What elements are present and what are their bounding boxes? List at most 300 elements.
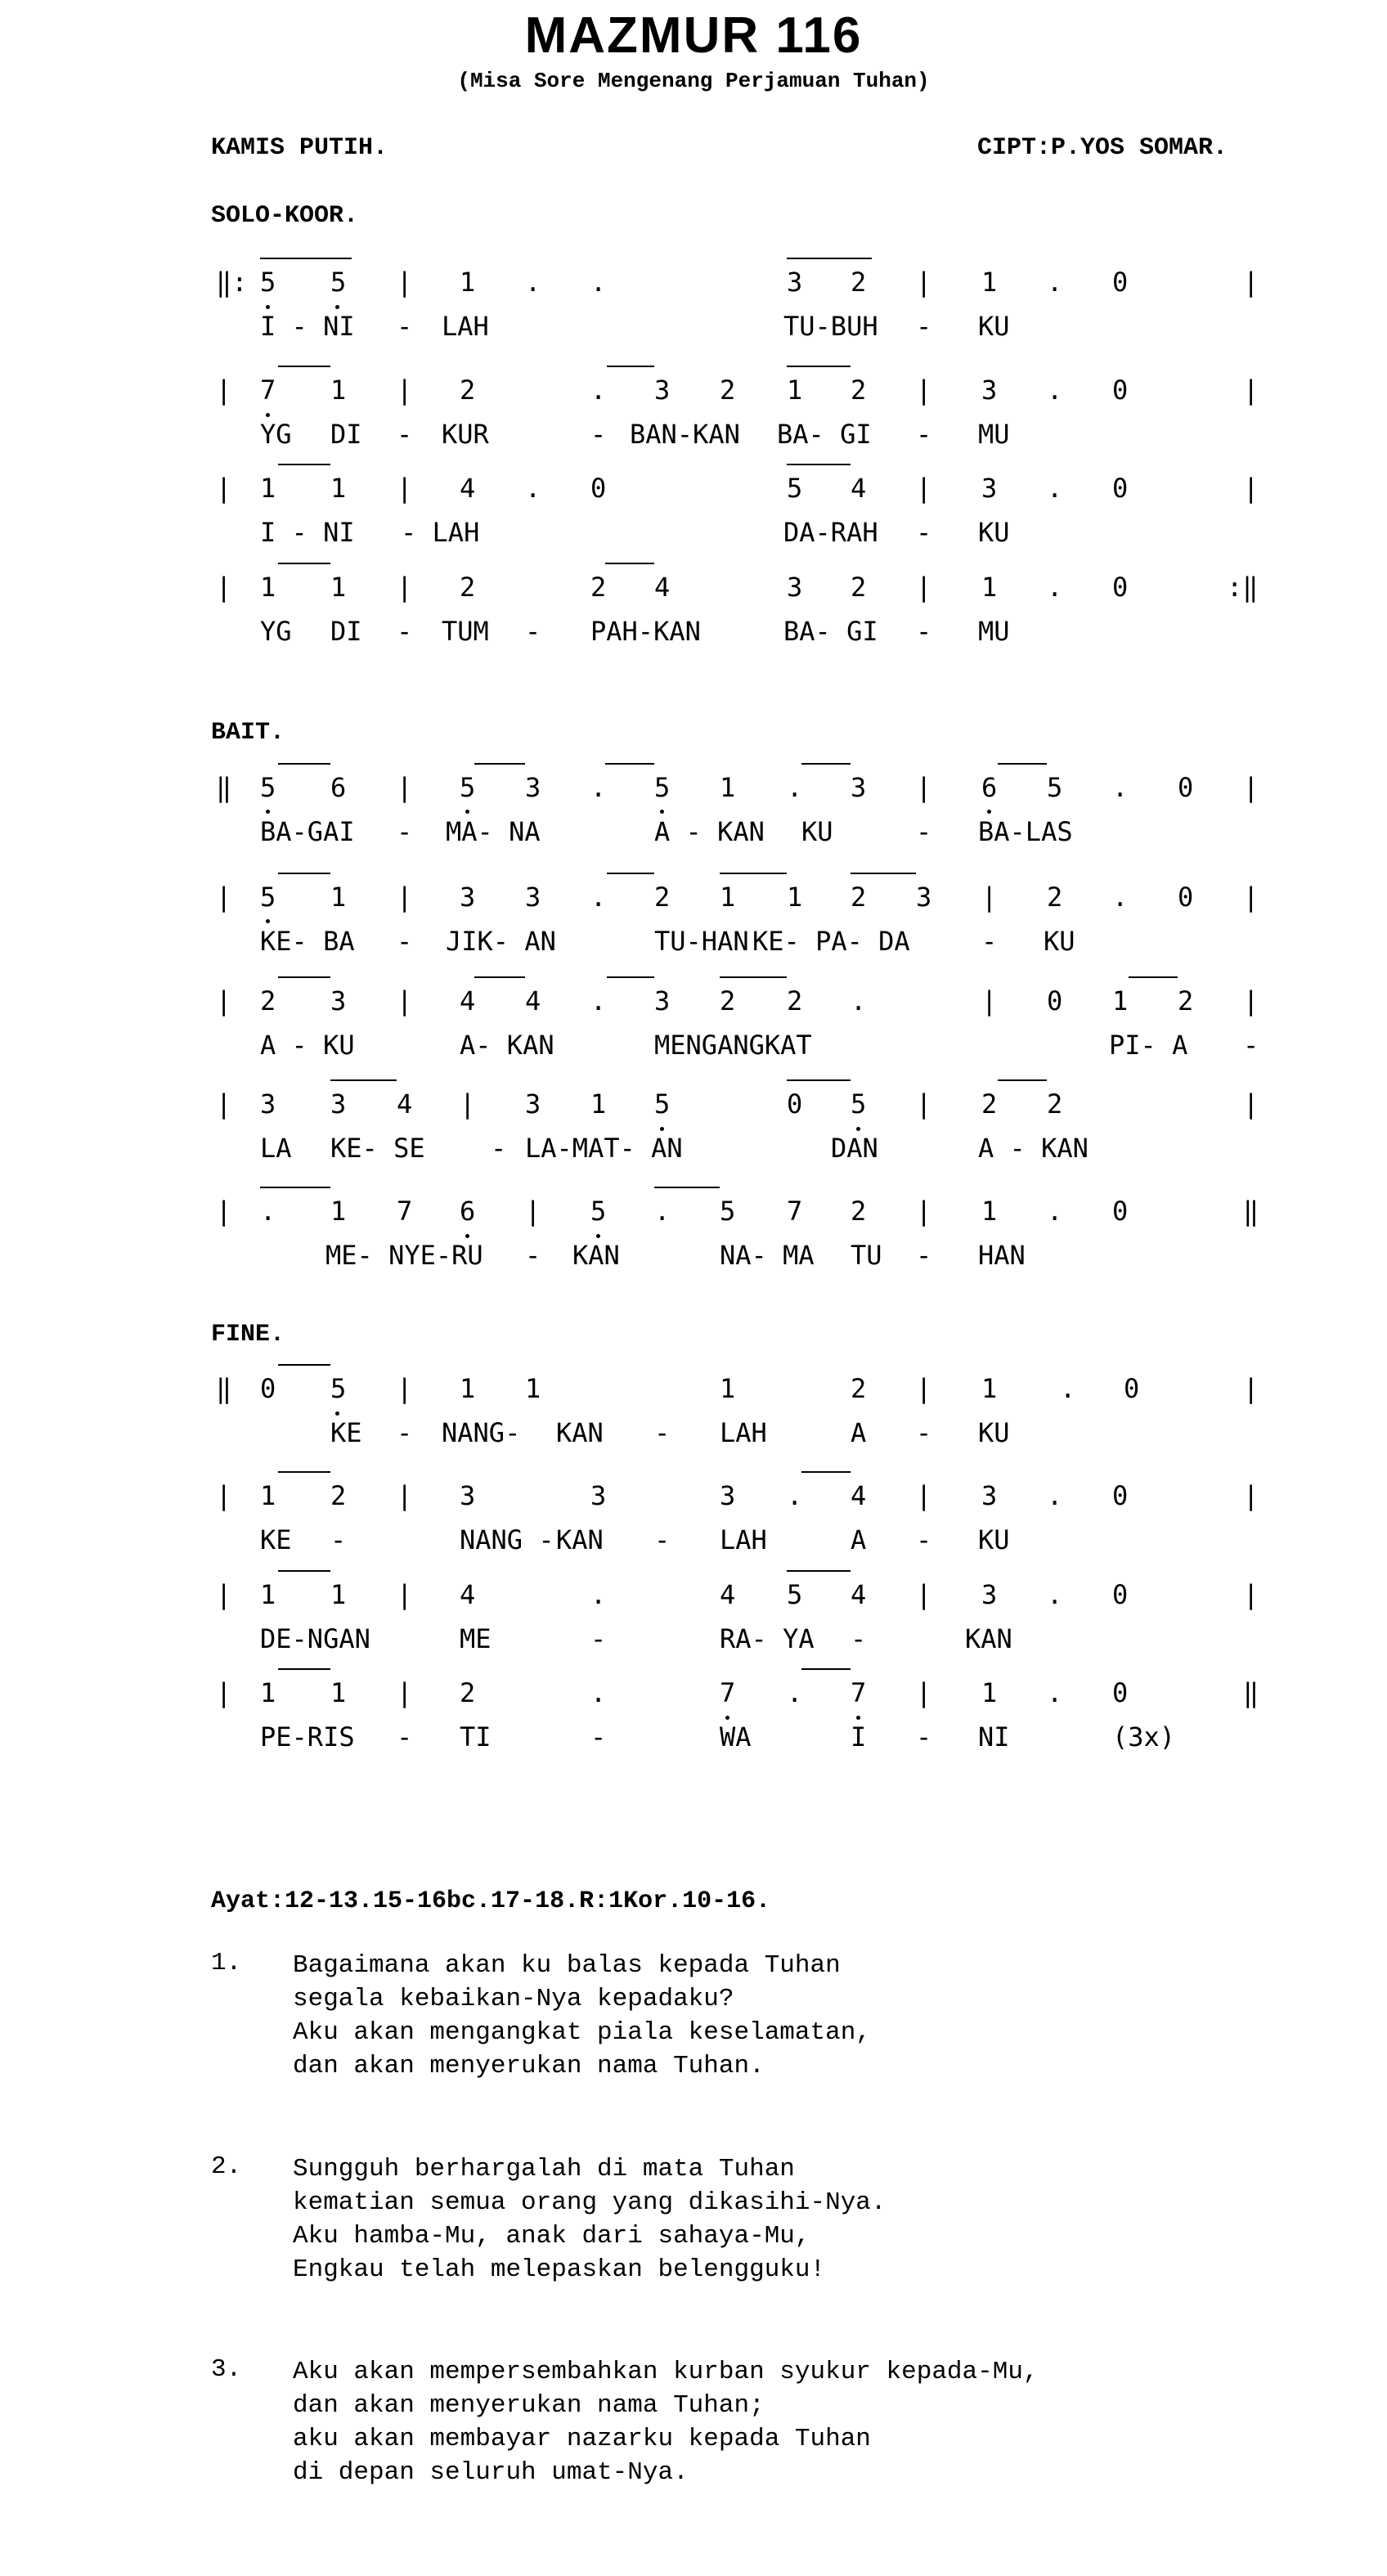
note-symbol: | — [916, 772, 932, 803]
note-symbol: 2 — [851, 882, 867, 913]
composer-credit: CIPT:P.YOS SOMAR. — [977, 134, 1228, 162]
note-symbol: . — [1060, 1373, 1076, 1404]
note-symbol: | — [916, 1579, 932, 1610]
note-symbol: | — [397, 882, 413, 913]
page-subtitle: (Misa Sore Mengenang Perjamuan Tuhan) — [457, 69, 930, 93]
lyric-syllable: - — [916, 419, 932, 450]
lyric-syllable: I - NI — [260, 311, 355, 342]
lyric-syllable: (3x) — [1112, 1721, 1176, 1752]
note-symbol: 3 — [525, 1088, 541, 1120]
note-symbol: :‖ — [1227, 572, 1259, 603]
note-symbol: ‖ — [1243, 1196, 1259, 1227]
lyric-syllable: - — [397, 1417, 413, 1448]
note-symbol: 0 — [1178, 882, 1194, 913]
note-symbol: 1 — [787, 882, 803, 913]
lyric-syllable: - — [330, 1524, 347, 1555]
note-symbol: 1 — [330, 375, 347, 406]
note-symbol: | — [397, 375, 413, 406]
lyric-syllable: KE- SE — [330, 1133, 425, 1164]
note-symbol: 4 — [851, 473, 867, 504]
note-symbol: . — [590, 375, 607, 406]
note-symbol: . — [260, 1196, 276, 1227]
note-symbol: 4 — [720, 1579, 736, 1610]
verse-line: segala kebaikan-Nya kepadaku? — [293, 1985, 734, 2013]
note-symbol: 5 — [654, 772, 671, 803]
lyric-syllable: PE-RIS — [260, 1721, 355, 1752]
note-symbol: 3 — [981, 375, 998, 406]
note-symbol: 4 — [460, 985, 476, 1016]
lyric-syllable: BA- GI — [777, 419, 872, 450]
note-symbol: 0 — [1112, 572, 1129, 603]
note-symbol: 2 — [590, 572, 607, 603]
note-symbol: 0 — [1112, 473, 1129, 504]
note-symbol: 2 — [851, 572, 867, 603]
note-symbol: . — [525, 473, 541, 504]
beam-line — [801, 763, 851, 765]
lyric-syllable: ME — [460, 1623, 492, 1654]
lyric-syllable: - — [397, 419, 413, 450]
ayat-reference: Ayat:12-13.15-16bc.17-18.R:1Kor.10-16. — [211, 1887, 771, 1915]
note-symbol: | — [916, 1088, 932, 1120]
note-symbol: 3 — [525, 882, 541, 913]
note-symbol: 1 — [787, 375, 803, 406]
lyric-syllable: BA-GAI — [260, 816, 355, 847]
lyric-syllable: RA- YA — [720, 1623, 815, 1654]
note-symbol: 5 — [260, 267, 276, 298]
verse-line: di depan seluruh umat-Nya. — [293, 2458, 689, 2487]
octave-dot — [856, 1716, 860, 1720]
note-symbol: 2 — [720, 375, 736, 406]
note-symbol: | — [397, 772, 413, 803]
beam-line — [278, 1570, 330, 1572]
lyric-syllable: KAN — [556, 1417, 604, 1448]
lyric-syllable: HAN — [978, 1240, 1026, 1271]
lyric-syllable: DA-RAH — [783, 517, 878, 548]
lyric-syllable: - — [916, 1721, 932, 1752]
note-symbol: | — [1243, 1373, 1259, 1404]
page-title: MAZMUR 116 — [524, 7, 863, 64]
lyric-syllable: DI — [330, 616, 362, 647]
note-symbol: 2 — [330, 1480, 347, 1511]
beam-line — [278, 976, 330, 978]
lyric-syllable: PAH-KAN — [590, 616, 701, 647]
beam-line — [998, 763, 1047, 765]
verse-line: dan akan menyerukan nama Tuhan; — [293, 2391, 765, 2420]
beam-line — [278, 1471, 330, 1473]
occasion-label: KAMIS PUTIH. — [211, 134, 388, 162]
note-symbol: 1 — [330, 473, 347, 504]
note-symbol: 3 — [916, 882, 932, 913]
lyric-syllable: KU — [801, 816, 833, 847]
lyric-syllable: - — [916, 1524, 932, 1555]
verse-line: Sungguh berhargalah di mata Tuhan — [293, 2155, 795, 2183]
note-symbol: 3 — [590, 1480, 607, 1511]
note-symbol: | — [1243, 473, 1259, 504]
note-symbol: 1 — [720, 1373, 736, 1404]
note-symbol: 3 — [851, 772, 867, 803]
note-symbol: 2 — [787, 985, 803, 1016]
note-symbol: 1 — [330, 882, 347, 913]
lyric-syllable: BAN-KAN — [630, 419, 740, 450]
note-symbol: 4 — [460, 473, 476, 504]
note-symbol: 3 — [460, 1480, 476, 1511]
lyric-syllable: - — [916, 816, 932, 847]
octave-dot — [725, 1716, 729, 1720]
note-symbol: 5 — [460, 772, 476, 803]
beam-line — [787, 1079, 851, 1081]
note-symbol: 2 — [1047, 1088, 1063, 1120]
note-symbol: | — [1243, 1480, 1259, 1511]
note-symbol: | — [397, 1579, 413, 1610]
note-symbol: 1 — [590, 1088, 607, 1120]
lyric-syllable: YG — [260, 419, 292, 450]
note-symbol: . — [590, 1677, 607, 1708]
note-symbol: 1 — [981, 267, 998, 298]
note-symbol: | — [916, 1196, 932, 1227]
note-symbol: . — [851, 985, 867, 1016]
beam-line — [787, 464, 851, 465]
note-symbol: | — [397, 572, 413, 603]
note-symbol: 5 — [720, 1196, 736, 1227]
octave-dot — [856, 1127, 860, 1131]
lyric-syllable: LAH — [442, 311, 489, 342]
note-symbol: 7 — [787, 1196, 803, 1227]
octave-dot — [987, 810, 991, 814]
note-symbol: . — [1047, 1677, 1063, 1708]
note-symbol: 3 — [330, 1088, 347, 1120]
beam-line — [1129, 976, 1178, 978]
note-symbol: . — [1047, 1196, 1063, 1227]
note-symbol: 5 — [260, 772, 276, 803]
lyric-syllable: MA- NA — [446, 816, 541, 847]
lyric-syllable: - — [654, 1524, 671, 1555]
beam-line — [851, 873, 916, 874]
note-symbol: 0 — [1112, 267, 1129, 298]
verse-line: aku akan membayar nazarku kepada Tuhan — [293, 2425, 871, 2453]
lyric-syllable: TUM — [442, 616, 489, 647]
lyric-syllable: LA — [260, 1133, 292, 1164]
note-symbol: 3 — [981, 1579, 998, 1610]
lyric-syllable: A — [851, 1417, 867, 1448]
beam-line — [278, 763, 330, 765]
note-symbol: 0 — [1178, 772, 1194, 803]
note-symbol: ‖: — [216, 267, 248, 298]
beam-line — [474, 976, 525, 978]
lyric-syllable: MU — [978, 616, 1010, 647]
note-symbol: | — [397, 1373, 413, 1404]
lyric-syllable: A - KU — [260, 1030, 355, 1061]
note-symbol: 2 — [851, 267, 867, 298]
lyric-syllable: KU — [978, 517, 1010, 548]
note-symbol: | — [216, 473, 232, 504]
note-symbol: . — [1112, 882, 1129, 913]
lyric-syllable: - — [397, 926, 413, 957]
note-symbol: | — [1243, 375, 1259, 406]
note-symbol: 2 — [851, 375, 867, 406]
note-symbol: . — [1047, 1579, 1063, 1610]
verse-line: dan akan menyerukan nama Tuhan. — [293, 2052, 765, 2080]
note-symbol: 4 — [654, 572, 671, 603]
note-symbol: . — [1047, 1480, 1063, 1511]
lyric-syllable: - — [491, 1133, 507, 1164]
section-solo-koor: SOLO-KOOR. — [211, 202, 359, 230]
note-symbol: 0 — [1112, 1480, 1129, 1511]
lyric-syllable: YG — [260, 616, 292, 647]
lyric-syllable: - — [916, 616, 932, 647]
lyric-syllable: - — [590, 419, 607, 450]
lyric-syllable: LAH — [720, 1524, 767, 1555]
note-symbol: | — [216, 1677, 232, 1708]
lyric-syllable: NANG- — [442, 1417, 521, 1448]
note-symbol: | — [981, 882, 998, 913]
verse-line: Aku akan mengangkat piala keselamatan, — [293, 2018, 871, 2047]
beam-line — [787, 258, 872, 259]
lyric-syllable: DI — [330, 419, 362, 450]
lyric-syllable: KE — [260, 1524, 292, 1555]
lyric-syllable: NANG - — [460, 1524, 554, 1555]
octave-dot — [335, 305, 339, 309]
note-symbol: 1 — [330, 1677, 347, 1708]
note-symbol: 6 — [460, 1196, 476, 1227]
lyric-syllable: - — [525, 1240, 541, 1271]
note-symbol: 1 — [330, 572, 347, 603]
beam-line — [605, 763, 654, 765]
lyric-syllable: TU — [851, 1240, 882, 1271]
beam-line — [260, 258, 352, 259]
note-symbol: | — [916, 267, 932, 298]
note-symbol: 0 — [260, 1373, 276, 1404]
lyric-syllable: LA-MAT- AN — [525, 1133, 683, 1164]
note-symbol: 7 — [851, 1677, 867, 1708]
lyric-syllable: - — [397, 311, 413, 342]
lyric-syllable: - — [916, 517, 932, 548]
octave-dot — [465, 810, 469, 814]
note-symbol: | — [916, 1480, 932, 1511]
note-symbol: | — [216, 1196, 232, 1227]
beam-line — [787, 1570, 851, 1572]
note-symbol: 0 — [1112, 1677, 1129, 1708]
verse-number: 2. — [211, 2152, 242, 2181]
beam-line — [720, 873, 787, 874]
lyric-syllable: - — [590, 1623, 607, 1654]
lyric-syllable: PI- A — [1109, 1030, 1188, 1061]
beam-line — [998, 1079, 1047, 1081]
note-symbol: 0 — [1112, 1196, 1129, 1227]
note-symbol: . — [1047, 572, 1063, 603]
note-symbol: ‖ — [216, 1373, 232, 1404]
note-symbol: 2 — [654, 882, 671, 913]
note-symbol: | — [397, 267, 413, 298]
note-symbol: 1 — [460, 267, 476, 298]
octave-dot — [335, 1411, 339, 1416]
note-symbol: 4 — [851, 1579, 867, 1610]
note-symbol: 3 — [654, 375, 671, 406]
beam-line — [787, 366, 851, 367]
note-symbol: 1 — [330, 1579, 347, 1610]
lyric-syllable: MENGANGKAT — [654, 1030, 812, 1061]
note-symbol: 7 — [720, 1677, 736, 1708]
lyric-syllable: - — [851, 1623, 867, 1654]
note-symbol: | — [397, 1480, 413, 1511]
note-symbol: 0 — [1112, 1579, 1129, 1610]
note-symbol: 7 — [397, 1196, 413, 1227]
note-symbol: 4 — [851, 1480, 867, 1511]
note-symbol: 1 — [330, 1196, 347, 1227]
note-symbol: . — [787, 1480, 803, 1511]
note-symbol: 3 — [981, 473, 998, 504]
note-symbol: . — [787, 772, 803, 803]
lyric-syllable: - — [397, 616, 413, 647]
section-fine: FINE. — [211, 1321, 285, 1349]
beam-line — [474, 763, 525, 765]
lyric-syllable: KAN — [965, 1623, 1012, 1654]
note-symbol: 2 — [1178, 985, 1194, 1016]
lyric-syllable: KE — [330, 1417, 362, 1448]
note-symbol: | — [397, 473, 413, 504]
note-symbol: 1 — [260, 473, 276, 504]
note-symbol: . — [590, 882, 607, 913]
lyric-syllable: - — [525, 616, 541, 647]
note-symbol: 1 — [525, 1373, 541, 1404]
note-symbol: . — [525, 267, 541, 298]
note-symbol: | — [397, 985, 413, 1016]
lyric-syllable: - — [916, 1417, 932, 1448]
note-symbol: 3 — [787, 572, 803, 603]
lyric-syllable: - — [981, 926, 998, 957]
note-symbol: 1 — [981, 572, 998, 603]
note-symbol: 5 — [330, 1373, 347, 1404]
note-symbol: 1 — [720, 882, 736, 913]
note-symbol: 4 — [460, 1579, 476, 1610]
beam-line — [330, 1079, 397, 1081]
note-symbol: 5 — [1047, 772, 1063, 803]
note-symbol: . — [590, 267, 607, 298]
beam-line — [278, 1668, 330, 1670]
note-symbol: . — [1047, 473, 1063, 504]
note-symbol: 5 — [330, 267, 347, 298]
note-symbol: 1 — [981, 1677, 998, 1708]
octave-dot — [465, 1234, 469, 1238]
lyric-syllable: - — [397, 1721, 413, 1752]
verse-line: Aku hamba-Mu, anak dari sahaya-Mu, — [293, 2222, 810, 2251]
note-symbol: 1 — [720, 772, 736, 803]
octave-dot — [266, 919, 270, 923]
note-symbol: 2 — [981, 1088, 998, 1120]
note-symbol: | — [216, 985, 232, 1016]
lyric-syllable: BA- GI — [783, 616, 878, 647]
note-symbol: | — [1243, 1579, 1259, 1610]
note-symbol: 3 — [525, 772, 541, 803]
note-symbol: 3 — [460, 882, 476, 913]
beam-line — [720, 976, 787, 978]
note-symbol: 5 — [654, 1088, 671, 1120]
note-symbol: 0 — [787, 1088, 803, 1120]
note-symbol: 2 — [1047, 882, 1063, 913]
note-symbol: 5 — [787, 1579, 803, 1610]
note-symbol: | — [216, 882, 232, 913]
lyric-syllable: - — [590, 1721, 607, 1752]
note-symbol: 3 — [330, 985, 347, 1016]
note-symbol: 1 — [260, 572, 276, 603]
lyric-syllable: KE- BA — [260, 926, 355, 957]
beam-line — [278, 464, 330, 465]
octave-dot — [660, 810, 664, 814]
note-symbol: | — [397, 1677, 413, 1708]
note-symbol: 4 — [397, 1088, 413, 1120]
note-symbol: 5 — [787, 473, 803, 504]
verse-line: Bagaimana akan ku balas kepada Tuhan — [293, 1951, 841, 1980]
lyric-syllable: - — [397, 816, 413, 847]
lyric-syllable: JIK- AN — [446, 926, 556, 957]
note-symbol: 0 — [1112, 375, 1129, 406]
note-symbol: | — [916, 473, 932, 504]
lyric-syllable: KU — [978, 311, 1010, 342]
beam-line — [801, 1471, 851, 1473]
lyric-syllable: DE-NGAN — [260, 1623, 370, 1654]
lyric-syllable: A — [851, 1524, 867, 1555]
beam-line — [607, 366, 654, 367]
note-symbol: 1 — [981, 1196, 998, 1227]
note-symbol: | — [216, 1579, 232, 1610]
verse-number: 3. — [211, 2355, 242, 2384]
lyric-syllable: DAN — [831, 1133, 878, 1164]
octave-dot — [596, 1234, 600, 1238]
octave-dot — [266, 810, 270, 814]
note-symbol: | — [216, 375, 232, 406]
note-symbol: ‖ — [1243, 1677, 1259, 1708]
note-symbol: . — [590, 1579, 607, 1610]
lyric-syllable: NA- MA — [720, 1240, 815, 1271]
note-symbol: ‖ — [216, 772, 232, 803]
note-symbol: | — [1243, 1088, 1259, 1120]
note-symbol: 4 — [525, 985, 541, 1016]
lyric-syllable: A- KAN — [460, 1030, 554, 1061]
note-symbol: | — [916, 572, 932, 603]
lyric-syllable: KUR — [442, 419, 489, 450]
note-symbol: 5 — [260, 882, 276, 913]
note-symbol: | — [1243, 882, 1259, 913]
beam-line — [260, 1187, 330, 1188]
lyric-syllable: ME- NYE-RU — [325, 1240, 483, 1271]
note-symbol: . — [590, 985, 607, 1016]
beam-line — [278, 873, 330, 874]
note-symbol: 2 — [460, 572, 476, 603]
lyric-syllable: - — [916, 311, 932, 342]
octave-dot — [660, 1127, 664, 1131]
note-symbol: | — [525, 1196, 541, 1227]
note-symbol: 1 — [460, 1373, 476, 1404]
lyric-syllable: I - NI — [260, 517, 355, 548]
note-symbol: 1 — [1112, 985, 1129, 1016]
note-symbol: 5 — [851, 1088, 867, 1120]
note-symbol: . — [654, 1196, 671, 1227]
note-symbol: 0 — [1047, 985, 1063, 1016]
lyric-syllable: MU — [978, 419, 1010, 450]
lyric-syllable: BA-LAS — [978, 816, 1073, 847]
note-symbol: | — [216, 572, 232, 603]
note-symbol: . — [1047, 375, 1063, 406]
note-symbol: 3 — [654, 985, 671, 1016]
note-symbol: | — [916, 375, 932, 406]
note-symbol: | — [1243, 267, 1259, 298]
lyric-syllable: WA — [720, 1721, 752, 1752]
verse-line: Engkau telah melepaskan belengguku! — [293, 2255, 826, 2284]
note-symbol: . — [590, 772, 607, 803]
note-symbol: . — [787, 1677, 803, 1708]
beam-line — [654, 1187, 720, 1188]
note-symbol: . — [1112, 772, 1129, 803]
note-symbol: 1 — [981, 1373, 998, 1404]
